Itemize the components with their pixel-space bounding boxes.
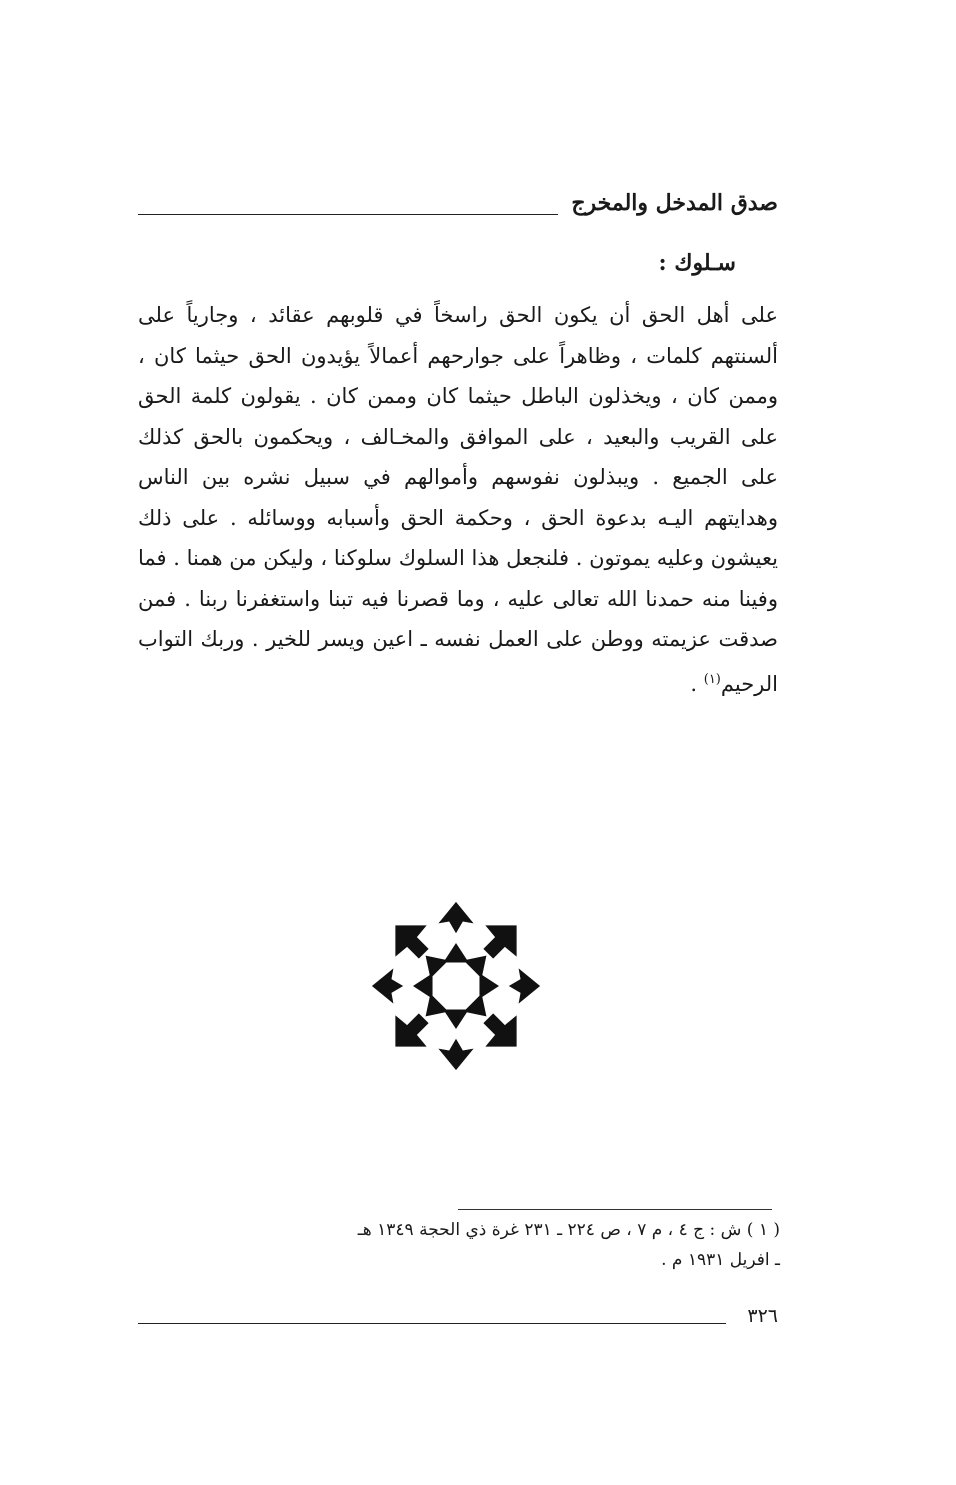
section-heading: سـلوك : (658, 250, 736, 276)
body-text: على أهل الحق أن يكون الحق راسخاً في قلوبهم عقائد ، وجارياً على ألسنتهم كلمات ، وظاهراً على جوارحهم أعمالاً يؤيدون الحق حيثما كان ، وممن كان ، ويخذلون الباطل حيثما كان وممن كان . يقولون كلمة الحق على القريب والبعيد ، على الموافق والمخـالف ، ويحكمون بالحق كذلك على الجميع . ويبذلون نفوسهم وأموالهم في سبيل نشره بين الناس وهدايتهم اليـه بدعوة الحق ، وحكمة الحق وأسبابه ووسائله . على ذلك يعيشون وعليه يموتون . فلنجعل هذا السلوك سلوكنا ، وليكن من همنا . فما وفينا منه حمدنا الله تعالى عليه ، وما قصرنا فيه تبنا واستغفرنا ربنا . فمن صدقت عزيمته ووطن على العمل نفسه ـ اعين ويسر للخير . وربك التواب الرحيم (138, 303, 778, 696)
footer-rule (138, 1323, 726, 1324)
footnote (138, 1215, 780, 1275)
octagonal-star-ornament-icon (368, 898, 544, 1074)
running-title: صدق المدخل والمخرج (571, 190, 778, 216)
footnote-line: ( ١ ) ش : ج ٤ ، م ٧ ، ص ٢٢٤ ـ ٢٣١ غرة ذي الحجة ١٣٤٩ هـ (357, 1220, 780, 1240)
footnote-rule (458, 1209, 772, 1210)
body-closing: . (690, 671, 704, 696)
body-paragraph (138, 295, 778, 704)
footnote-line: ـ افريل ١٩٣١ م . (661, 1250, 780, 1270)
footnote-marker: (١) (703, 671, 721, 687)
page-number: ٣٢٦ (747, 1305, 778, 1327)
header-rule (138, 214, 558, 215)
